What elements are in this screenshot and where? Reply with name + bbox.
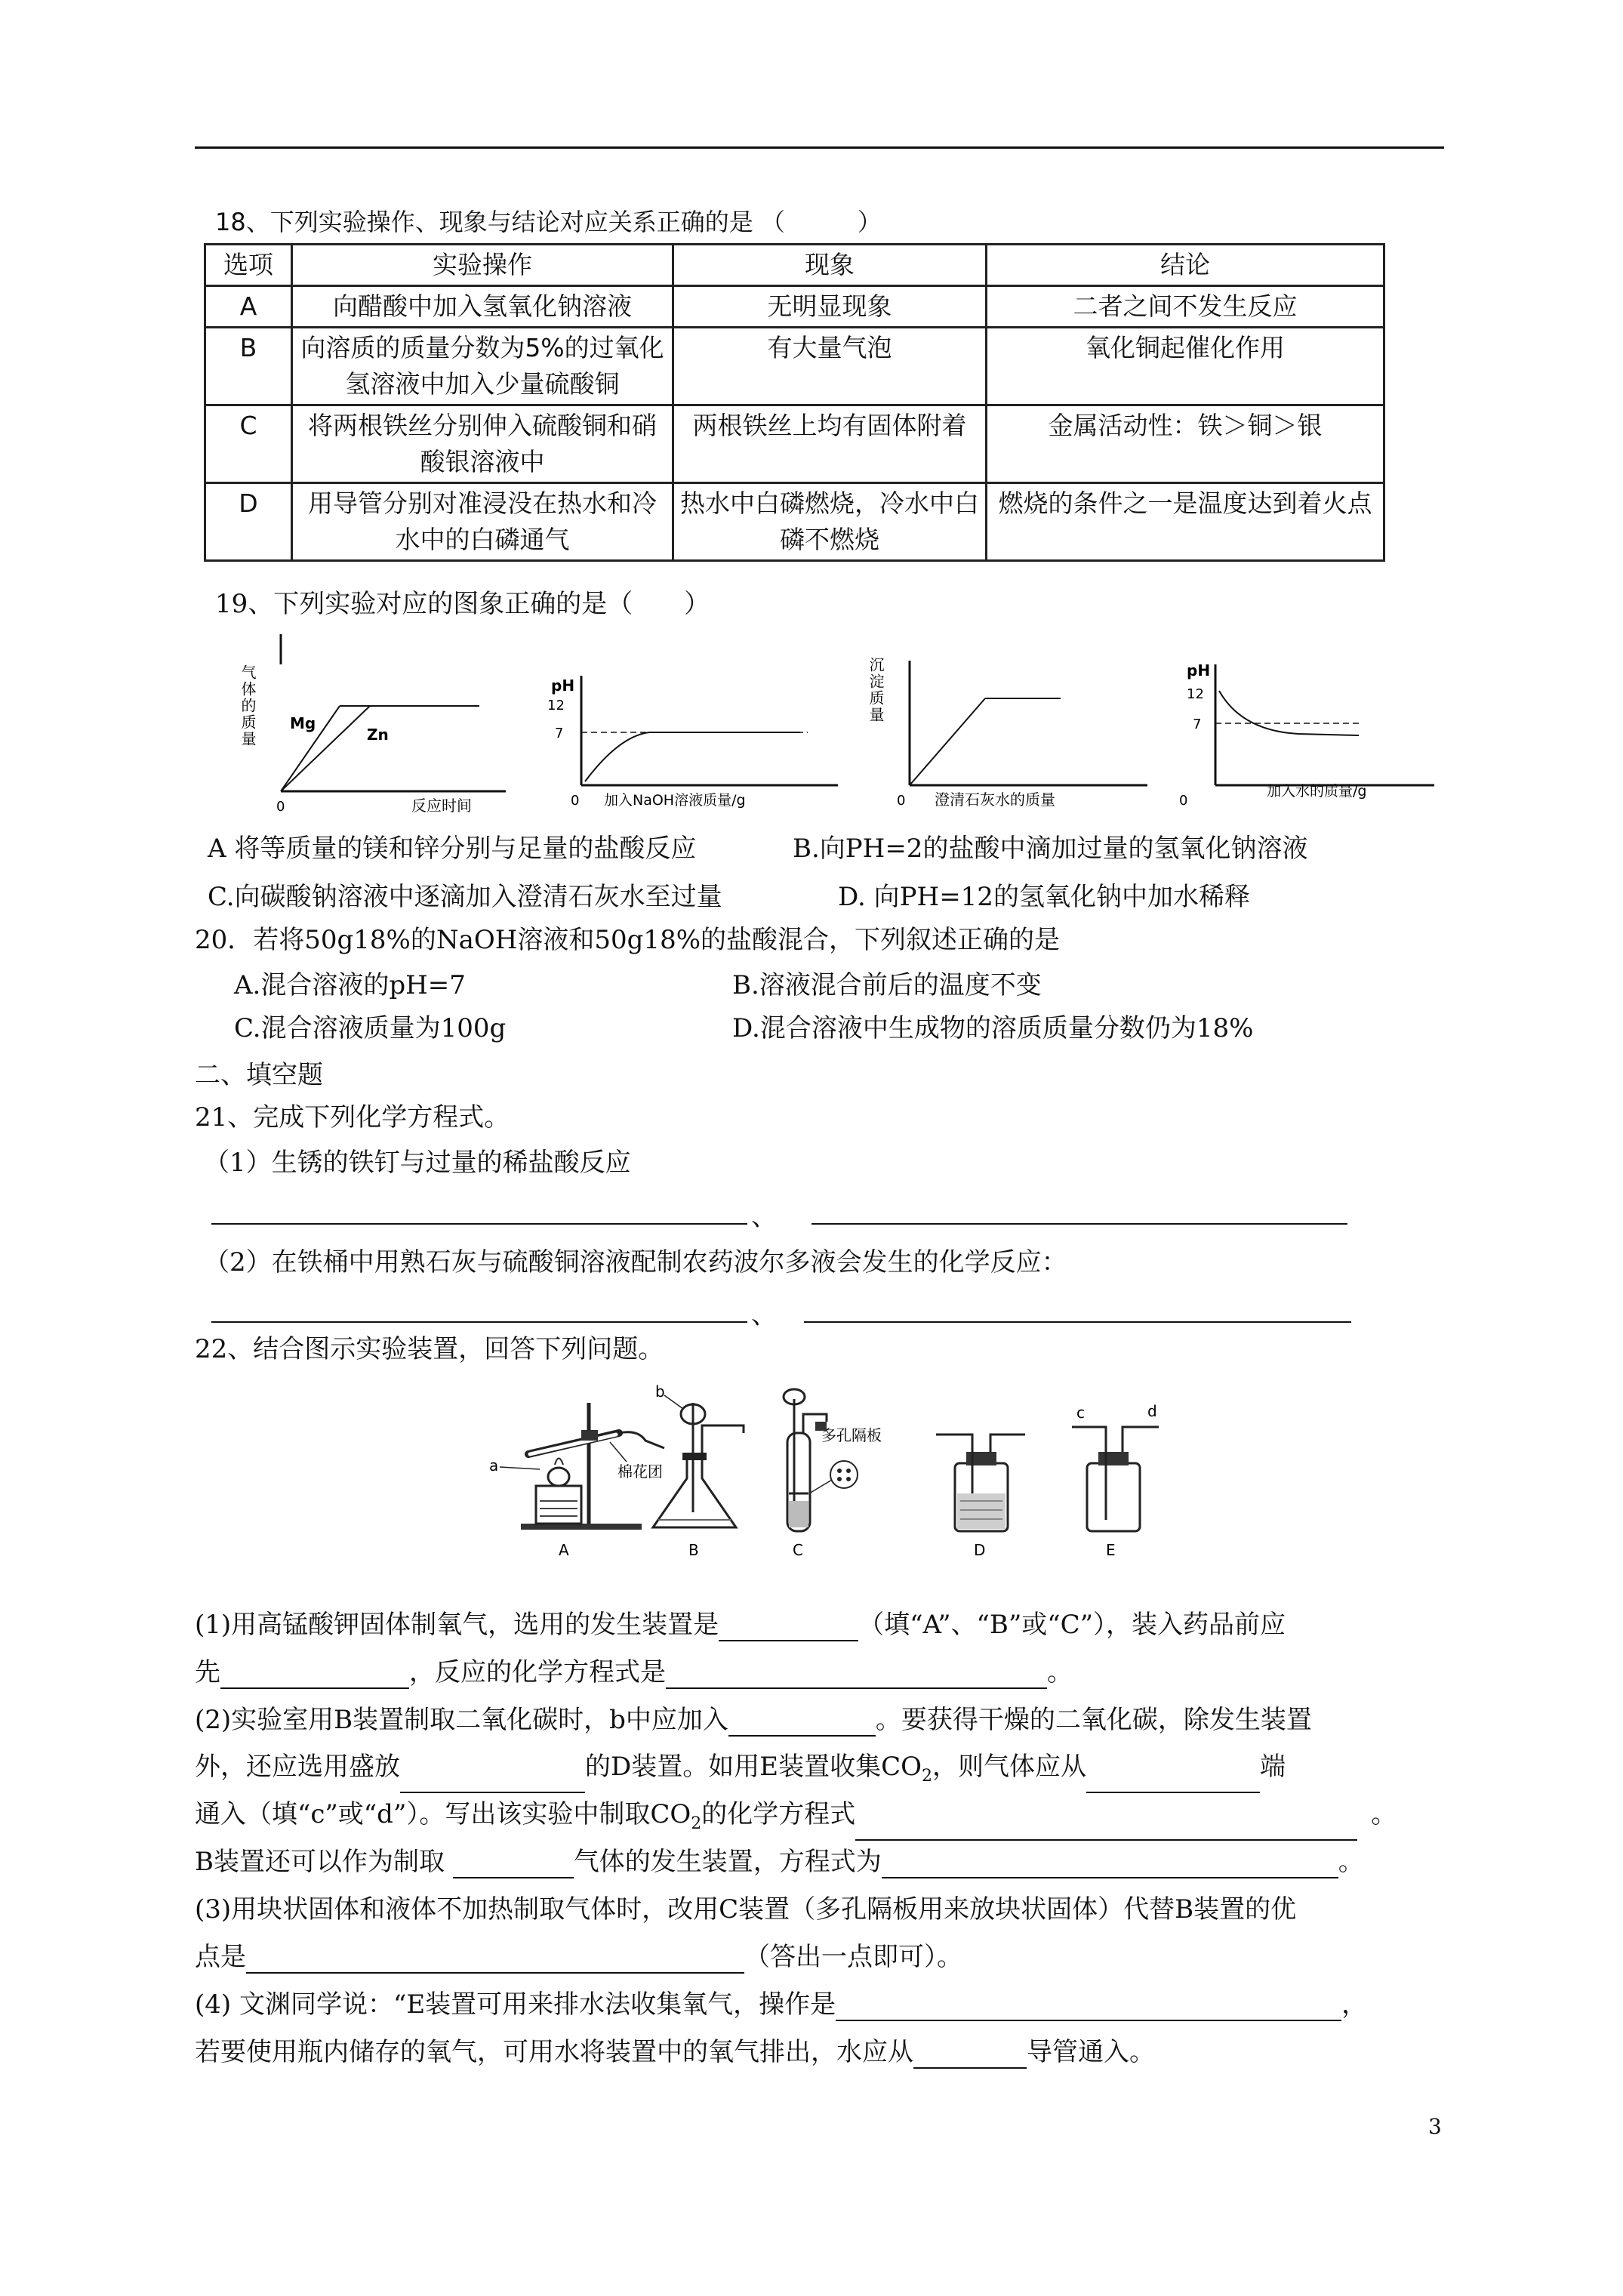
graph-c-ylabel: 沉淀质量 <box>867 657 885 723</box>
row-option: A <box>205 286 292 328</box>
q22-text: 的化学方程式 <box>701 1799 856 1829</box>
answer-blank <box>453 1851 574 1878</box>
q21-part1: （1）生锈的铁钉与过量的稀盐酸反应 <box>204 1148 631 1178</box>
q22-line9 <box>195 1988 1367 2021</box>
graph-d-ylabel: pH <box>1187 661 1211 680</box>
row-operation: 用导管分别对准浸没在热水和冷水中的白磷通气 <box>292 483 673 561</box>
answer-blank <box>220 1662 409 1689</box>
header-operation: 实验操作 <box>292 245 673 286</box>
graph-b-xlabel: 加入NaOH溶液质量/g <box>604 792 746 809</box>
q19-option-a: A 将等质量的镁和锌分别与足量的盐酸反应 <box>208 834 697 864</box>
header-phenomenon: 现象 <box>673 245 987 286</box>
q22-text: （答出一点即可）。 <box>744 1942 962 1972</box>
q22-text: 。 <box>1371 1799 1397 1829</box>
answer-line <box>812 1223 1347 1225</box>
q22-line5 <box>195 1798 1397 1841</box>
apparatus-e <box>1072 1402 1159 1559</box>
apparatus-d <box>936 1435 1025 1559</box>
q22-line4 <box>195 1750 1286 1793</box>
graph-d <box>1179 661 1434 809</box>
graph-c-xlabel: 澄清石灰水的质量 <box>935 791 1055 809</box>
answer-blank <box>400 1766 585 1793</box>
row-conclusion: 二者之间不发生反应 <box>987 286 1384 328</box>
graph-c-origin: 0 <box>897 793 906 809</box>
q20-title: 20．若将50g18%的NaOH溶液和50g18%的盐酸混合，下列叙述正确的是 <box>195 925 1061 955</box>
graph-d-origin: 0 <box>1179 793 1188 809</box>
q20-option-d: D.混合溶液中生成物的溶质质量分数仍为18% <box>732 1013 1254 1043</box>
q21-separator: 、 <box>751 1300 777 1330</box>
answer-blank <box>246 1946 744 1974</box>
row-operation: 向溶质的质量分数为5%的过氧化氢溶液中加入少量硫酸铜 <box>292 328 673 405</box>
row-conclusion: 氧化铜起催化作用 <box>987 328 1384 405</box>
graph-a-ylabel: 气体的质量 <box>239 664 257 747</box>
q22-text: 的D装置。如用E装置收集CO <box>585 1752 922 1782</box>
q21-part2: （2）在铁桶中用熟石灰与硫酸铜溶液配制农药波尔多液会发生的化学反应： <box>204 1247 1067 1277</box>
q22-text: 点是 <box>195 1942 246 1972</box>
row-phenomenon: 两根铁丝上均有固体附着 <box>673 405 987 483</box>
q19-option-b: B.向PH=2的盐酸中滴加过量的氢氧化钠溶液 <box>793 834 1308 864</box>
row-option: C <box>205 405 292 483</box>
q18-table <box>204 243 1385 562</box>
q22-text: ，反应的化学方程式是 <box>409 1657 666 1687</box>
graph-a-origin: 0 <box>276 799 285 815</box>
q22-text: 。 <box>1338 1847 1364 1877</box>
apparatus-b <box>653 1382 744 1559</box>
label-d-lower: d <box>1147 1402 1157 1420</box>
row-phenomenon: 无明显现象 <box>673 286 987 328</box>
table-row <box>205 483 1384 561</box>
q22-line10 <box>195 2036 1155 2069</box>
answer-line <box>211 1223 747 1225</box>
table-header-row <box>205 245 1384 286</box>
subscript: 2 <box>691 1814 702 1833</box>
q22-text: （填“A”、“B”或“C”），装入药品前应 <box>858 1610 1286 1640</box>
q22-line2 <box>195 1656 1073 1689</box>
apparatus-figure <box>483 1380 1178 1561</box>
graph-a-xlabel: 反应时间 <box>411 797 472 815</box>
graph-b-origin: 0 <box>571 793 580 809</box>
row-conclusion: 燃烧的条件之一是温度达到着火点 <box>987 483 1384 561</box>
q22-text: 气体的发生装置，方程式为 <box>573 1847 882 1877</box>
row-operation: 向醋酸中加入氢氧化钠溶液 <box>292 286 673 328</box>
q18-title: 18、下列实验操作、现象与结论对应关系正确的是 （ ） <box>215 208 882 236</box>
q22-text: B装置还可以作为制取 <box>195 1847 453 1877</box>
q22-text: 。要获得干燥的二氧化碳，除发生装置 <box>875 1705 1312 1735</box>
answer-blank <box>836 1994 1341 2021</box>
q22-line7: (3)用块状固体和液体不加热制取气体时，改用C装置（多孔隔板用来放块状固体）代替B装置的优 <box>195 1894 1297 1925</box>
section-heading: 二、填空题 <box>195 1060 323 1090</box>
graph-c <box>867 657 1147 809</box>
q22-text: 外，还应选用盛放 <box>195 1752 400 1782</box>
q19-option-d: D. 向PH=12的氢氧化钠中加水稀释 <box>838 882 1250 912</box>
q20-option-a: A.混合溶液的pH=7 <box>234 970 466 1000</box>
q22-text: (2)实验室用B装置制取二氧化碳时，b中应加入 <box>195 1705 728 1735</box>
header-conclusion: 结论 <box>987 245 1384 286</box>
q22-text: 先 <box>195 1657 220 1687</box>
q19-option-c: C.向碳酸钠溶液中逐滴加入澄清石灰水至过量 <box>208 882 722 912</box>
graph-b-ylabel: pH <box>551 676 575 695</box>
q22-line8 <box>195 1940 962 1974</box>
header-option: 选项 <box>205 245 292 286</box>
row-option: D <box>205 483 292 561</box>
label-apparatus-b: B <box>688 1541 699 1559</box>
header-rule <box>195 146 1444 149</box>
q20-option-b: B.溶液混合前后的温度不变 <box>732 970 1042 1000</box>
q21-title: 21、完成下列化学方程式。 <box>195 1102 510 1133</box>
graph-d-tick7: 7 <box>1193 717 1202 732</box>
label-apparatus-e: E <box>1106 1541 1116 1559</box>
graph-b-tick12: 12 <box>547 698 565 713</box>
q22-text: (4) 文渊同学说：“E装置可用来排水法收集氧气，操作是 <box>195 1989 836 2020</box>
label-apparatus-d: D <box>974 1541 986 1559</box>
graph-a-mg: Mg <box>290 714 316 732</box>
answer-line <box>804 1321 1351 1323</box>
q20-option-c: C.混合溶液质量为100g <box>234 1013 507 1043</box>
q22-text: 端 <box>1259 1752 1286 1782</box>
table-row <box>205 405 1384 483</box>
q22-text: ，则气体应从 <box>932 1752 1086 1782</box>
apparatus-c <box>784 1389 882 1559</box>
row-conclusion: 金属活动性：铁＞铜＞银 <box>987 405 1384 483</box>
page-number: 3 <box>1428 2114 1442 2139</box>
label-b-lower: b <box>655 1382 665 1401</box>
row-phenomenon: 有大量气泡 <box>673 328 987 405</box>
q22-text: 通入（填“c”或“d”）。写出该实验中制取CO <box>195 1799 691 1829</box>
graph-a <box>239 634 506 815</box>
answer-line <box>211 1321 747 1323</box>
q22-line6 <box>195 1845 1364 1878</box>
q22-text: 若要使用瓶内储存的氧气，可用水将装置中的氧气排出，水应从 <box>195 2037 913 2067</box>
graph-b <box>547 676 838 809</box>
q21-separator: 、 <box>751 1202 777 1232</box>
answer-blank <box>719 1614 858 1641</box>
row-option: B <box>205 328 292 405</box>
q22-title: 22、结合图示实验装置，回答下列问题。 <box>195 1334 664 1364</box>
answer-blank <box>913 2042 1027 2069</box>
table-row <box>205 328 1384 405</box>
cotton-label: 棉花团 <box>617 1462 663 1481</box>
label-apparatus-c: C <box>793 1541 803 1559</box>
label-c-lower: c <box>1076 1404 1085 1422</box>
answer-blank <box>1086 1766 1260 1793</box>
row-operation: 将两根铁丝分别伸入硫酸铜和硝酸银溶液中 <box>292 405 673 483</box>
q19-title: 19、下列实验对应的图象正确的是（ ） <box>215 589 710 619</box>
subscript: 2 <box>921 1766 932 1786</box>
graph-b-tick7: 7 <box>555 726 564 741</box>
q22-line3 <box>195 1703 1312 1737</box>
table-row <box>205 286 1384 328</box>
q22-text: ， <box>1341 1989 1368 2020</box>
graph-d-tick12: 12 <box>1187 686 1204 702</box>
answer-blank <box>855 1814 1357 1841</box>
q19-graphs <box>226 634 1434 823</box>
row-phenomenon: 热水中白磷燃烧，冷水中白磷不燃烧 <box>673 483 987 561</box>
q22-text: 导管通入。 <box>1027 2037 1155 2067</box>
graph-d-xlabel: 加入水的质量/g <box>1267 783 1367 800</box>
label-apparatus-a: A <box>559 1541 569 1559</box>
answer-blank <box>882 1851 1338 1878</box>
plate-label: 多孔隔板 <box>821 1426 882 1444</box>
label-a-lower: a <box>489 1456 499 1475</box>
q22-text: (1)用高锰酸钾固体制氧气，选用的发生装置是 <box>195 1610 719 1640</box>
q22-text: 。 <box>1047 1657 1073 1687</box>
answer-blank <box>666 1662 1047 1689</box>
graph-a-zn: Zn <box>367 726 389 744</box>
q22-line1 <box>195 1608 1286 1641</box>
answer-blank <box>728 1709 876 1737</box>
apparatus-a <box>489 1403 664 1559</box>
